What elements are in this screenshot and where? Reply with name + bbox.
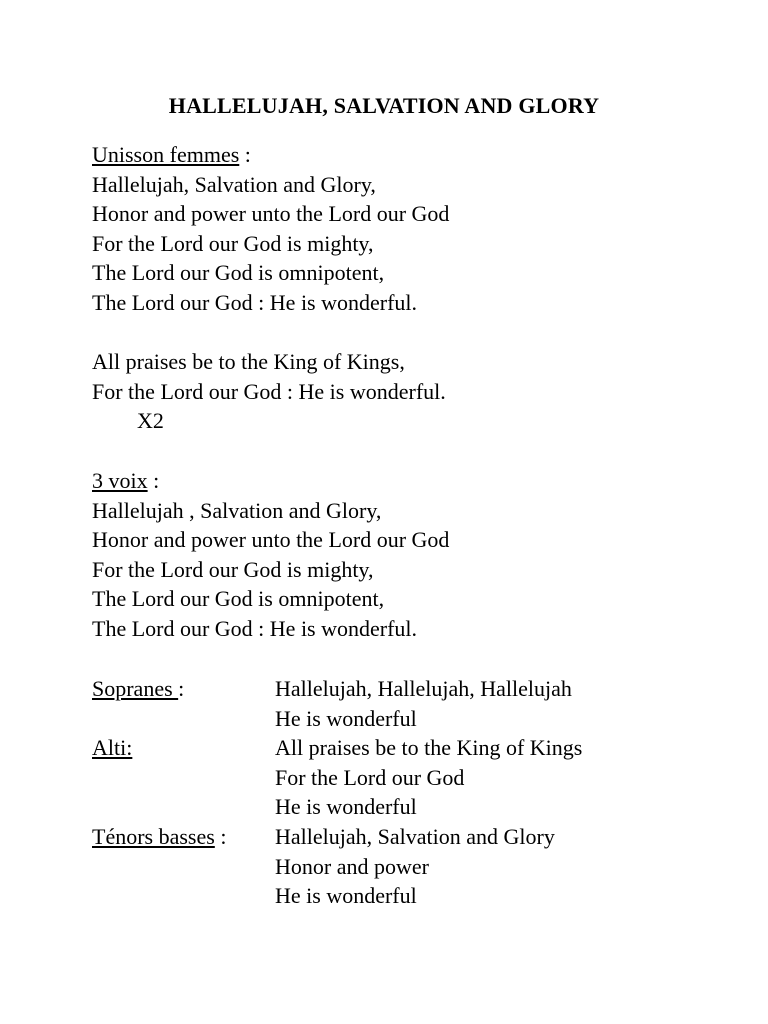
part-label-tenors-basses [92,822,275,852]
part-row [92,881,582,911]
lyric-line: Honor and power unto the Lord our God [92,201,450,227]
section-chorus [92,347,446,436]
lyric-line: Hallelujah, Salvation and Glory, [92,171,376,197]
part-row [92,704,582,734]
part-label-text: Sopranes [92,676,179,701]
lyric-line: For the Lord our God is mighty, [92,556,374,582]
part-label-empty [92,763,275,793]
part-label-sopranes [92,674,275,704]
lyric-line: Hallelujah, Hallelujah, Hallelujah [275,676,572,701]
section-unisson-femmes [92,140,449,318]
repeat-marker: X2 [137,408,164,434]
part-row [92,822,582,852]
section-3-voix [92,466,449,644]
part-label-empty [92,852,275,882]
lyric-line: Hallelujah , Salvation and Glory, [92,497,382,523]
section-heading [92,466,449,496]
section-label: Unisson femmes [92,142,240,167]
part-row [92,674,582,704]
lyric-line: Honor and power [275,853,429,879]
lyric-line: The Lord our God : He is wonderful. [92,289,418,315]
lyric-line: The Lord our God : He is wonderful. [92,615,418,641]
lyric-line: Hallelujah, Salvation and Glory [275,823,555,849]
section-heading [92,140,449,170]
part-label-suffix: : [178,676,185,701]
section-label: 3 voix [92,468,148,493]
lyric-line: For the Lord our God is mighty, [92,230,374,256]
lyric-line: The Lord our God is omnipotent, [92,586,385,612]
part-row [92,733,582,763]
part-label-alti [92,733,275,763]
section-label-suffix: : [147,468,160,493]
lyric-line: The Lord our God is omnipotent, [92,260,385,286]
lyric-line: For the Lord our God : He is wonderful. [92,378,446,404]
part-label-empty [92,881,275,911]
part-label-text: Alti: [92,735,133,761]
lyric-line: For the Lord our God [275,764,465,790]
lyric-line: Honor and power unto the Lord our God [92,527,450,553]
part-label-text: Ténors basses [92,823,215,849]
page-title: HALLELUJAH, SALVATION AND GLORY [168,93,600,118]
part-row [92,852,582,882]
part-label-suffix: : [214,823,227,849]
part-row [92,763,582,793]
lyric-line: He is wonderful [275,705,417,731]
lyric-line: All praises be to the King of Kings [275,735,583,761]
lyric-line: He is wonderful [275,883,417,909]
voice-parts [92,674,582,911]
part-label-empty [92,792,275,822]
section-label-suffix: : [239,142,251,167]
part-row [92,792,582,822]
lyric-line: He is wonderful [275,794,417,820]
lyric-line: All praises be to the King of Kings, [92,349,405,374]
part-label-empty [92,704,275,734]
